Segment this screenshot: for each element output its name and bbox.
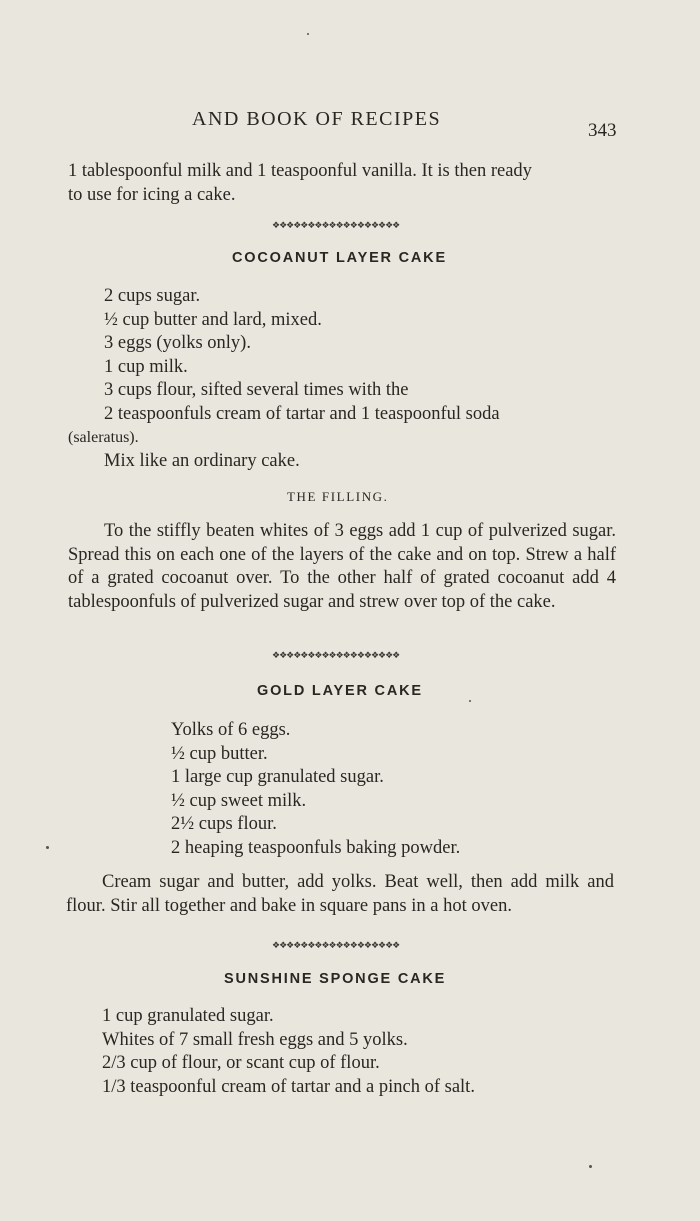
ingredient-line: ½ cup butter. xyxy=(171,743,268,764)
paper-speck xyxy=(46,846,49,849)
ingredient-line: 3 cups flour, sifted several times with the xyxy=(104,380,409,400)
cocoanut-title: COCOANUT LAYER CAKE xyxy=(232,250,447,266)
intro-line-1: 1 tablespoonful milk and 1 teaspoonful vanilla. It is then ready xyxy=(68,161,532,181)
paper-speck xyxy=(307,33,309,35)
filling-text: To the stiffly beaten whites of 3 eggs add 1 cup of pulverized sugar. Spread this on each one of the layers of the cake and on top. Strew a half of a grated cocoanut over. To the other half of grated cocoanut add 4 tablespoonfuls of pulverized sugar and strew over top of the cake. xyxy=(68,521,616,612)
gold-method-text: Cream sugar and butter, add yolks. Beat well, then add milk and flour. Stir all together and bake in square pans in a hot oven. xyxy=(66,872,614,916)
running-header: AND BOOK OF RECIPES xyxy=(192,108,442,130)
ingredient-line: 2/3 cup of flour, or scant cup of flour. xyxy=(102,1053,380,1073)
page-number: 343 xyxy=(588,120,617,141)
method-line: Mix like an ordinary cake. xyxy=(104,450,300,471)
gold-title: GOLD LAYER CAKE xyxy=(257,683,423,699)
ingredient-continuation: (saleratus). xyxy=(68,429,139,446)
ingredient-line: 3 eggs (yolks only). xyxy=(104,333,251,353)
ingredient-line: ½ cup butter and lard, mixed. xyxy=(104,309,322,330)
filling-paragraph xyxy=(68,520,616,614)
ingredient-line: 2 heaping teaspoonfuls baking powder. xyxy=(171,837,461,858)
ornament-divider: ❖❖❖❖❖❖❖❖❖❖❖❖❖❖❖❖❖❖ xyxy=(272,221,400,231)
ingredient-line: 1 large cup granulated sugar. xyxy=(171,767,384,787)
paper-speck xyxy=(589,1165,592,1168)
ingredient-line: 2 teaspoonfuls cream of tartar and 1 teaspoonful soda xyxy=(104,403,500,424)
ornament-divider: ❖❖❖❖❖❖❖❖❖❖❖❖❖❖❖❖❖❖ xyxy=(272,941,400,951)
gold-method-paragraph xyxy=(66,871,614,918)
gold-ingredients xyxy=(171,719,460,860)
ingredient-line: 2½ cups flour. xyxy=(171,814,277,834)
paper-speck xyxy=(469,700,471,702)
ornament-divider: ❖❖❖❖❖❖❖❖❖❖❖❖❖❖❖❖❖❖ xyxy=(272,651,400,661)
sunshine-title: SUNSHINE SPONGE CAKE xyxy=(224,971,447,987)
ingredient-line: Yolks of 6 eggs. xyxy=(171,720,291,740)
cocoanut-ingredients xyxy=(68,285,500,473)
filling-title: THE FILLING. xyxy=(287,489,389,504)
ingredient-line: 2 cups sugar. xyxy=(104,286,201,306)
ingredient-line: ½ cup sweet milk. xyxy=(171,790,307,811)
ingredient-line: 1/3 teaspoonful cream of tartar and a pinch of salt. xyxy=(102,1076,475,1097)
ingredient-line: 1 cup milk. xyxy=(104,356,188,377)
sunshine-ingredients xyxy=(102,1005,475,1099)
intro-line-2: to use for icing a cake. xyxy=(68,185,236,205)
ingredient-line: 1 cup granulated sugar. xyxy=(102,1006,274,1026)
ingredient-line: Whites of 7 small fresh eggs and 5 yolks. xyxy=(102,1029,408,1050)
